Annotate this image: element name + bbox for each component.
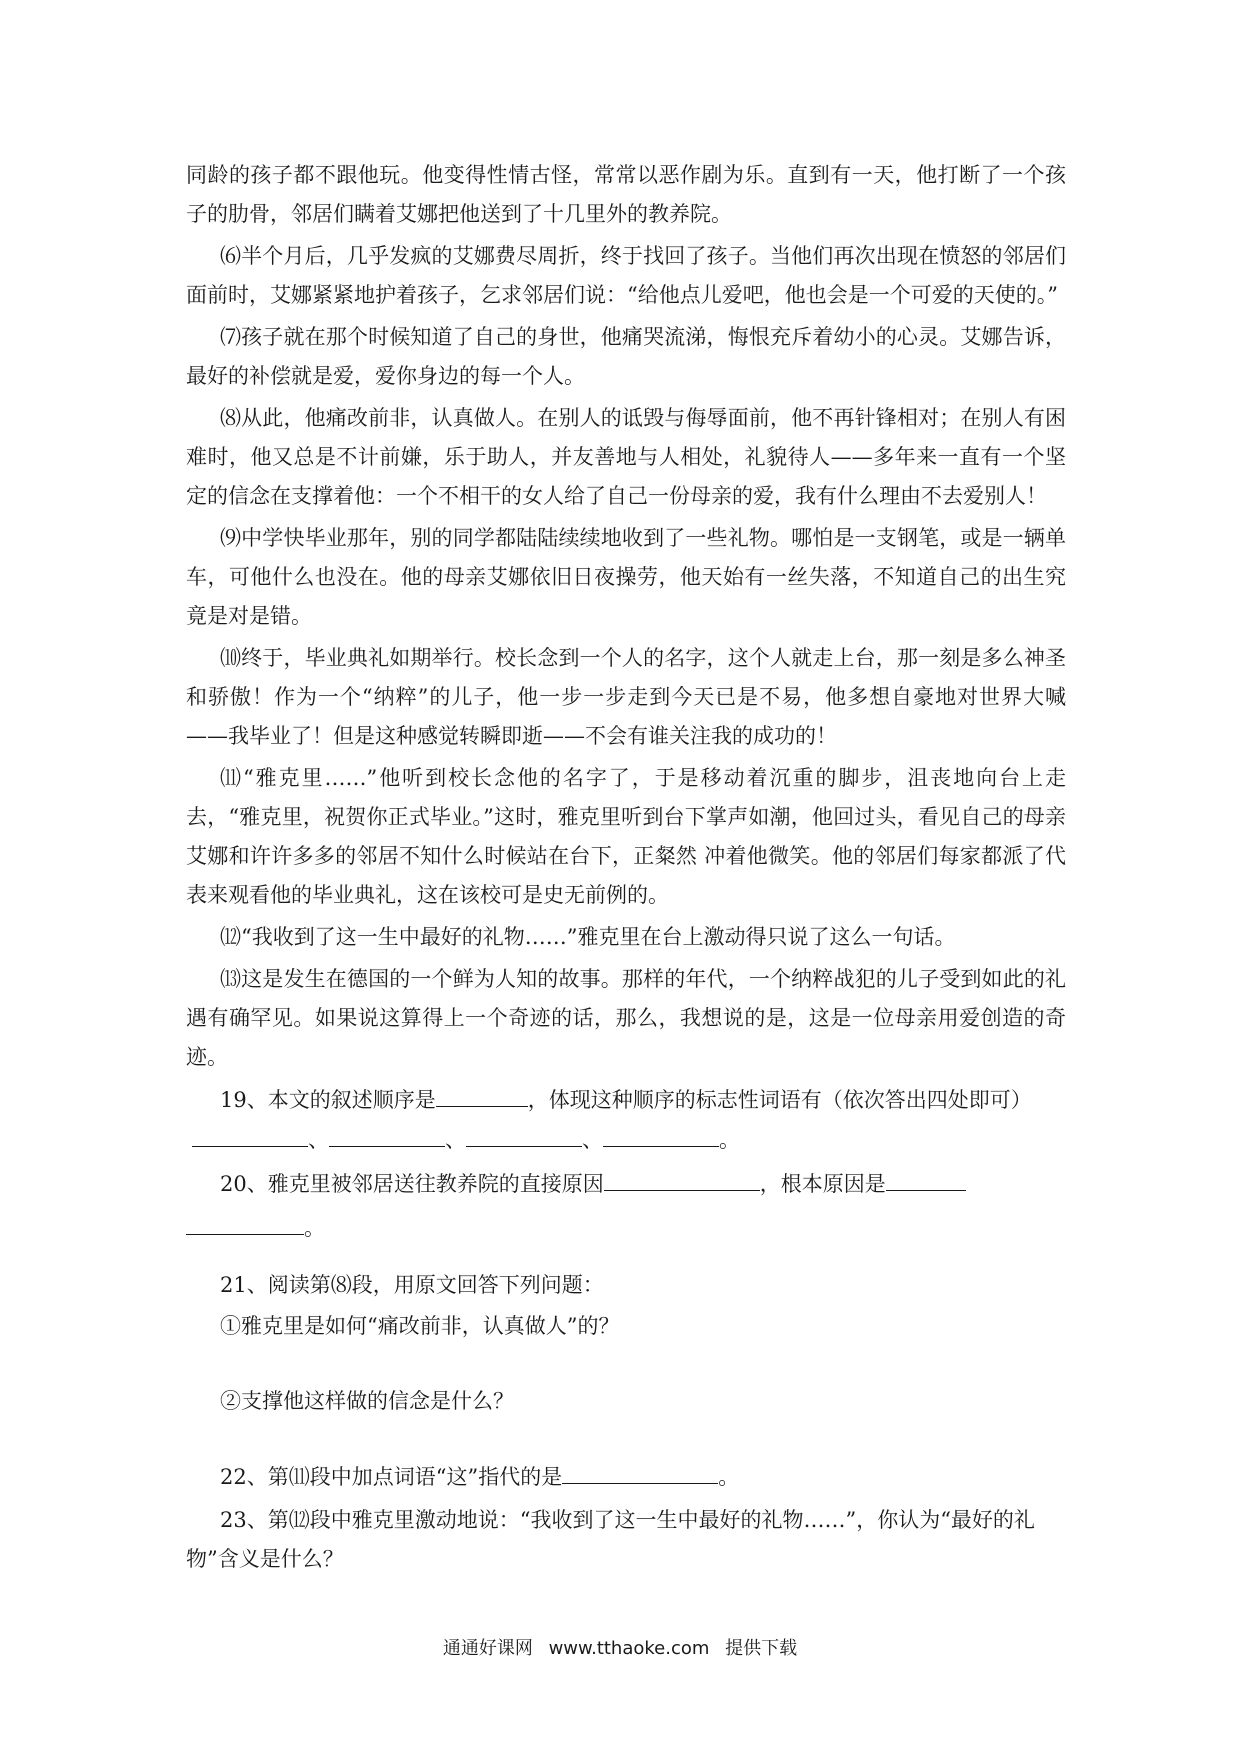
answer-blank-root-cause-cont (186, 1208, 304, 1235)
answer-blank-word-4 (603, 1120, 719, 1147)
page-content (186, 156, 1066, 1579)
period: 。 (719, 1128, 740, 1152)
answer-blank-word-2 (329, 1120, 445, 1147)
question-21-part-1: ①雅克里是如何“痛改前非，认真做人”的？ (220, 1314, 620, 1338)
paragraph-9: ⑼中学快毕业那年，别的同学都陆陆续续地收到了一些礼物。哪怕是一支钢笔，或是一辆单车，可他什么也没在。他的母亲艾娜依旧日夜操劳，他天始有一丝失落，不知道自己的出生究竟是对是错。 (186, 526, 1066, 628)
paragraph-13: ⒀这是发生在德国的一个鲜为人知的故事。那样的年代，一个纳粹战犯的儿子受到如此的礼遇有确罕见。如果说这算得上一个奇迹的话，那么，我想说的是，这是一位母亲用爱创造的奇迹。 (186, 967, 1066, 1069)
question-22-prefix: 22、第⑾段中加点词语“这”指代的是 (220, 1465, 563, 1489)
question-19-prefix: 19、本文的叙述顺序是 (220, 1088, 436, 1112)
separator: 、 (445, 1128, 466, 1152)
paragraph-11: ⑾“雅克里……”他听到校长念他的名字了，于是移动着沉重的脚步，沮丧地向台上走去，“雅克里，祝贺你正式毕业。”这时，雅克里听到台下掌声如潮，他回过头，看见自己的母亲艾娜和许许多多的邻居不知什么时候站在台下，正粲然 冲着他微笑。他的邻居们每家都派了代表来观看他的毕业典礼，这在该校可是史无前例的。 (186, 766, 1066, 907)
question-20-prefix: 20、雅克里被邻居送往教养院的直接原因 (220, 1172, 604, 1196)
answer-blank-word-1 (192, 1120, 308, 1147)
question-20 (186, 1164, 1066, 1204)
period: 。 (718, 1465, 740, 1489)
footer-site-name: 通通好课网 (442, 1638, 533, 1659)
paragraph-7: ⑺孩子就在那个时候知道了自己的身世，他痛哭流涕，悔恨充斥着幼小的心灵。艾娜告诉，最好的补偿就是爱，爱你身边的每一个人。 (186, 325, 1066, 388)
paragraph-12: ⑿“我收到了这一生中最好的礼物……”雅克里在台上激动得只说了这么一句话。 (220, 925, 956, 949)
period: 。 (304, 1216, 325, 1240)
question-21: 21、阅读第⑻段，用原文回答下列问题： (220, 1273, 604, 1297)
answer-blank-root-cause (886, 1164, 966, 1191)
question-23: 23、第⑿段中雅克里激动地说：“我收到了这一生中最好的礼物……”，你认为“最好的礼物”含义是什么？ (186, 1508, 1035, 1571)
answer-blank-word-3 (466, 1120, 582, 1147)
paragraph-10: ⑽终于，毕业典礼如期举行。校长念到一个人的名字，这个人就走上台，那一刻是多么神圣和骄傲！作为一个“纳粹”的儿子，他一步一步走到今天已是不易，他多想自豪地对世界大喊——我毕业了！但是这种感觉转瞬即逝——不会有谁关注我的成功的！ (186, 646, 1066, 748)
question-22 (186, 1457, 1066, 1497)
paragraph-5-continued: 同龄的孩子都不跟他玩。他变得性情古怪，常常以恶作剧为乐。直到有一天，他打断了一个孩子的肋骨，邻居们瞒着艾娜把他送到了十几里外的教养院。 (186, 163, 1066, 226)
question-20-suffix: ，根本原因是 (759, 1172, 886, 1196)
footer-url: www.tthaoke.com (548, 1638, 710, 1659)
answer-blank-order (436, 1080, 528, 1107)
separator: 、 (582, 1128, 603, 1152)
question-20-line-2 (186, 1208, 1066, 1248)
paragraph-6: ⑹半个月后，几乎发疯的艾娜费尽周折，终于找回了孩子。当他们再次出现在愤怒的邻居们面前时，艾娜紧紧地护着孩子，乞求邻居们说：“给他点儿爱吧，他也会是一个可爱的天使的。” (186, 244, 1066, 307)
question-21-part-2: ②支撑他这样做的信念是什么？ (220, 1389, 514, 1413)
question-19 (186, 1080, 1066, 1160)
question-19-suffix: ，体现这种顺序的标志性词语有（依次答出四处即可） (527, 1088, 1032, 1112)
page-footer (0, 1634, 1240, 1660)
paragraph-8: ⑻从此，他痛改前非，认真做人。在别人的诋毁与侮辱面前，他不再针锋相对；在别人有困难时，他又总是不计前嫌，乐于助人，并友善地与人相处，礼貌待人——多年来一直有一个坚定的信念在支撑着他：一个不相干的女人给了自己一份母亲的爱，我有什么理由不去爱别人！ (186, 406, 1066, 508)
answer-blank-direct-cause (604, 1164, 760, 1191)
answer-blank-this-refers (562, 1457, 718, 1484)
separator: 、 (308, 1128, 329, 1152)
footer-note: 提供下载 (725, 1638, 798, 1659)
